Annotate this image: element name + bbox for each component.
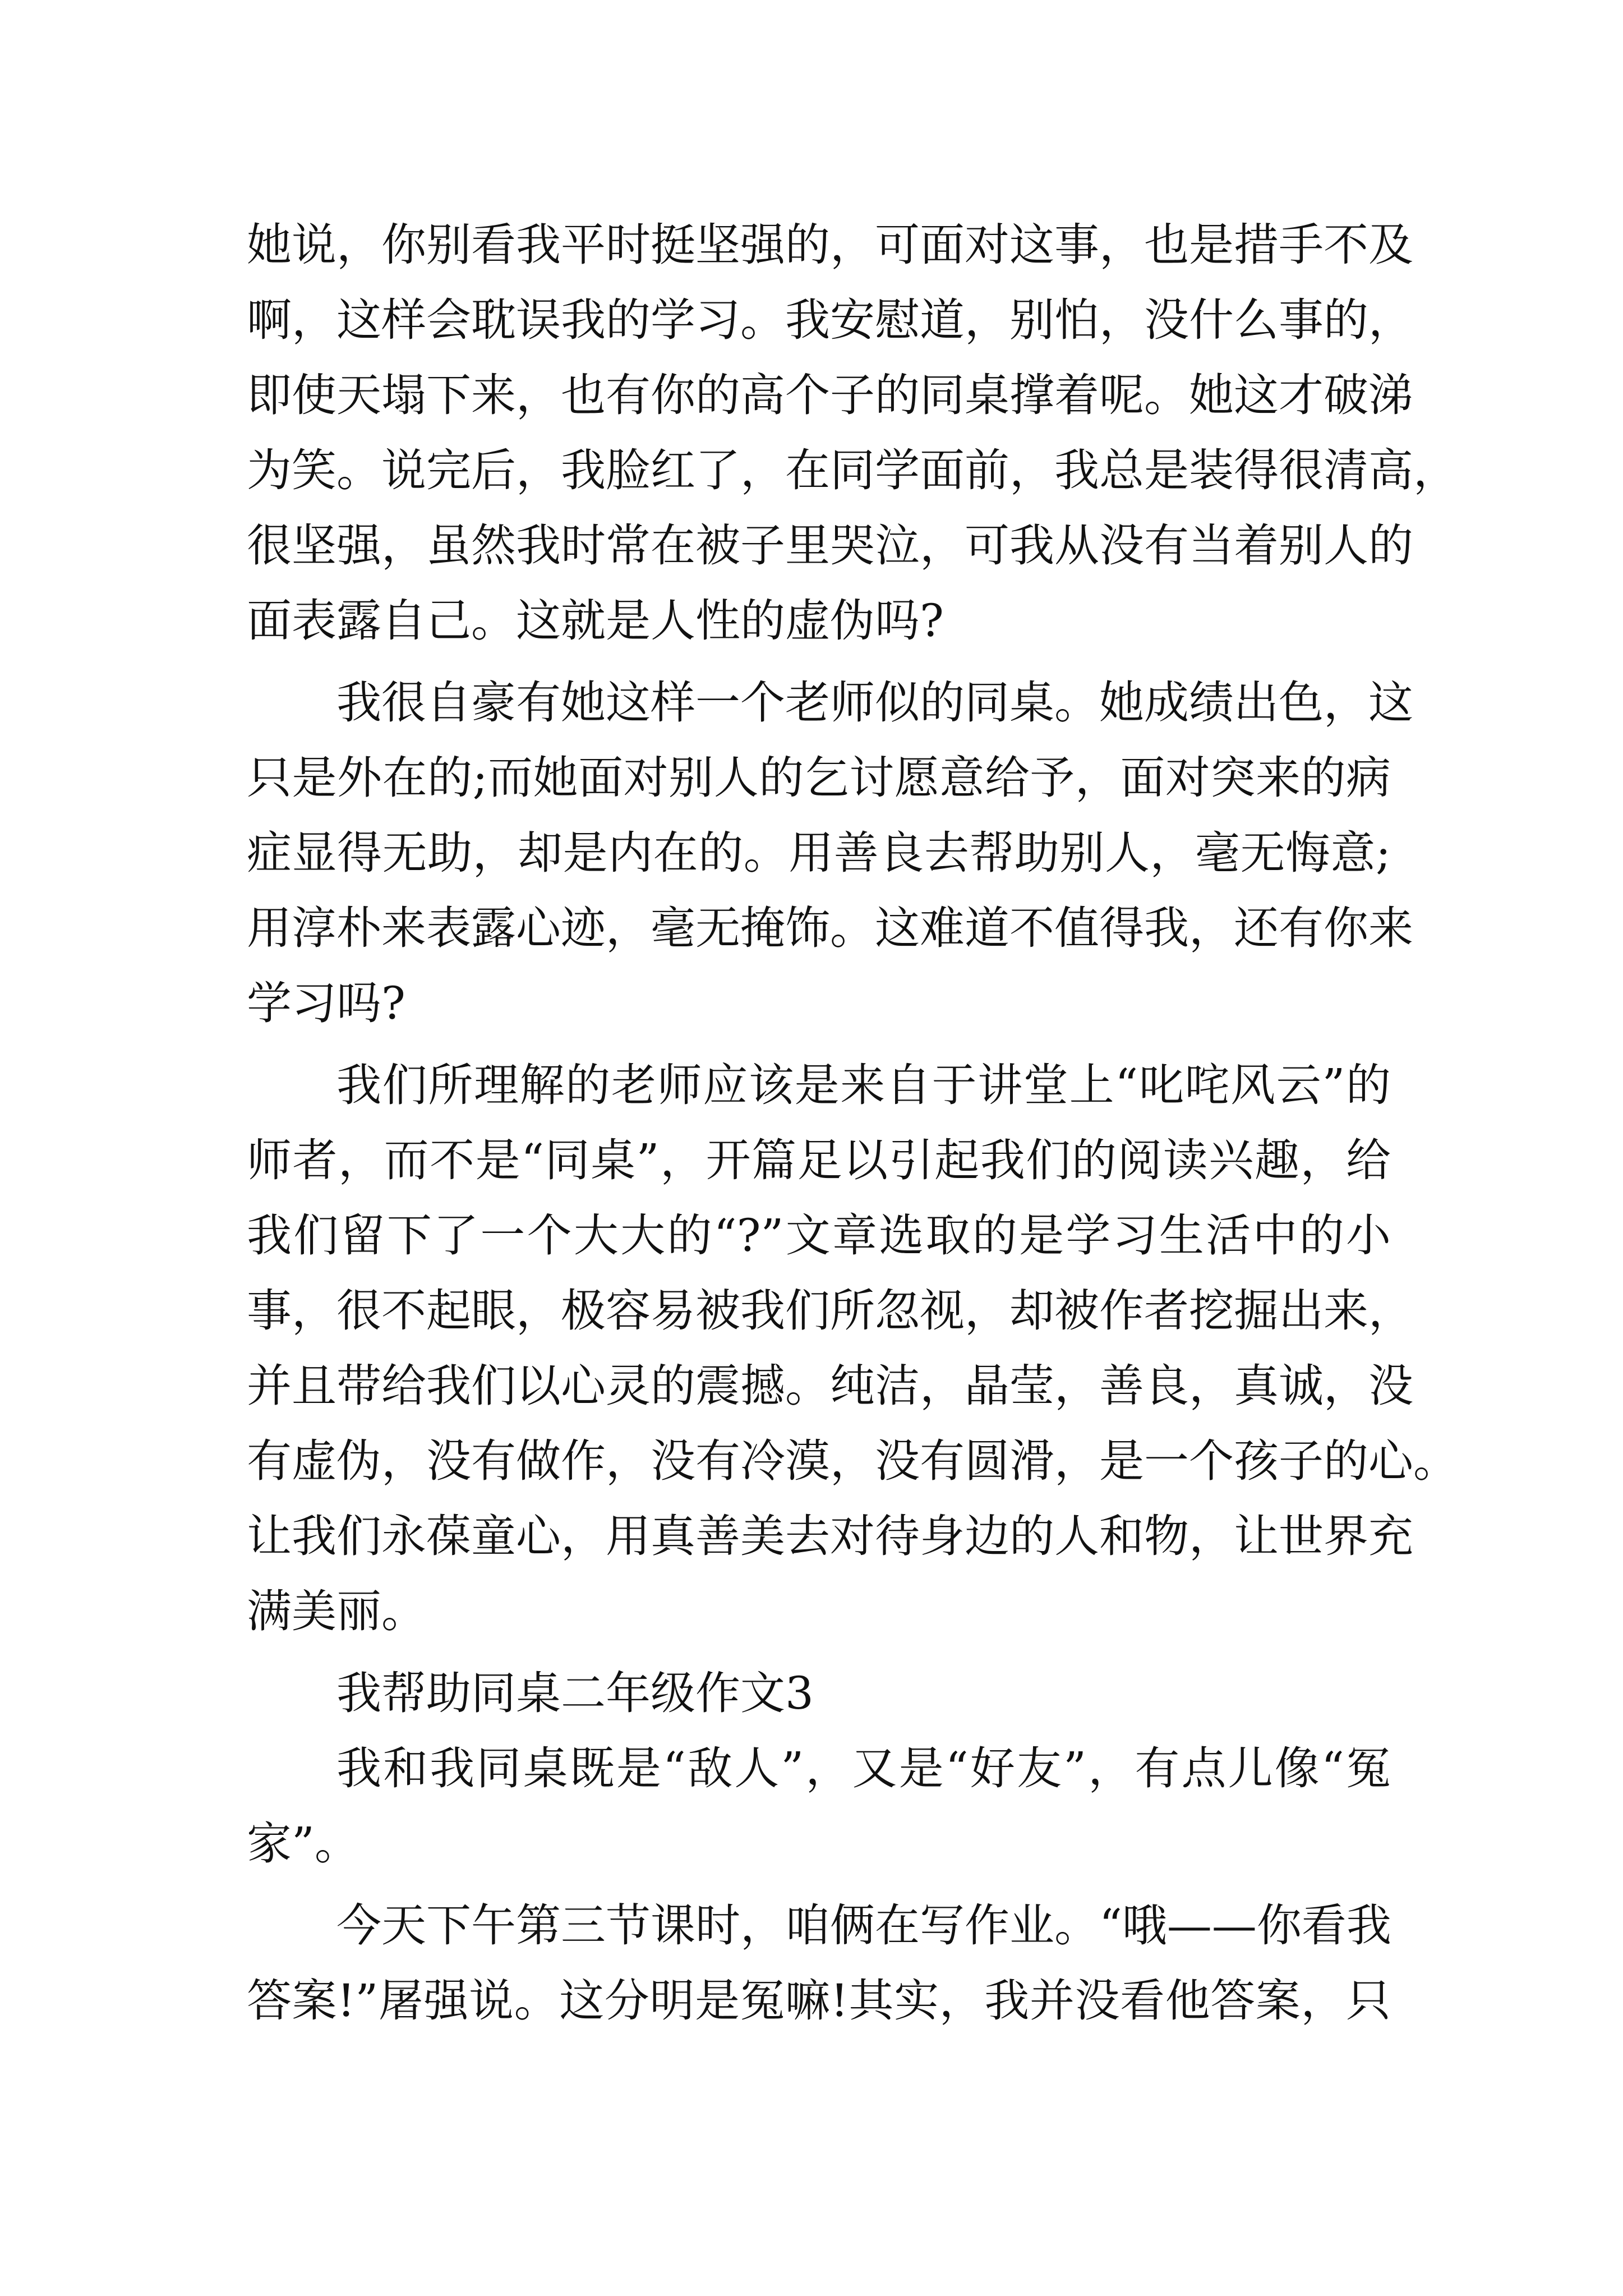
paragraph-line: 满美丽。 [247, 1585, 426, 1637]
paragraph-line: 用淳朴来表露心迹，毫无掩饰。这难道不值得我，还有你来 [247, 902, 1413, 954]
paragraph-line: 家”。 [247, 1818, 359, 1870]
paragraph-line: 事，很不起眼，极容易被我们所忽视，却被作者挖掘出来， [247, 1285, 1413, 1337]
paragraph-line: 很坚强，虽然我时常在被子里哭泣，可我从没有当着别人的 [247, 519, 1413, 572]
paragraph-line: 即使天塌下来，也有你的高个子的同桌撑着呢。她这才破涕 [247, 369, 1413, 421]
paragraph-line: 答案!”屠强说。这分明是冤嘛!其实，我并没看他答案，只 [247, 1975, 1391, 2027]
paragraph-line: 有虚伪，没有做作，没有冷漠，没有圆滑，是一个孩子的心。 [247, 1435, 1458, 1487]
section-heading: 我帮助同桌二年级作文3 [336, 1667, 814, 1719]
paragraph-line: 只是外在的;而她面对别人的乞讨愿意给予，面对突来的病 [247, 752, 1391, 804]
paragraph-line: 师者，而不是“同桌”，开篇足以引起我们的阅读兴趣，给 [247, 1134, 1391, 1186]
paragraph-line: 今天下午第三节课时，咱俩在写作业。“哦——你看我 [336, 1899, 1391, 1952]
paragraph-line: 我们留下了一个大大的“?”文章选取的是学习生活中的小 [247, 1209, 1391, 1262]
paragraph-line: 并且带给我们以心灵的震撼。纯洁，晶莹，善良，真诚，没 [247, 1360, 1413, 1412]
paragraph-line: 我们所理解的老师应该是来自于讲堂上“叱咤风云”的 [336, 1059, 1391, 1111]
paragraph-line: 啊，这样会耽误我的学习。我安慰道，别怕，没什么事的， [247, 294, 1413, 346]
paragraph-line: 她说，你别看我平时挺坚强的，可面对这事，也是措手不及 [247, 219, 1413, 271]
paragraph-line: 面表露自己。这就是人性的虚伪吗? [247, 595, 944, 647]
paragraph-line: 让我们永葆童心，用真善美去对待身边的人和物，让世界充 [247, 1510, 1413, 1562]
paragraph-line: 为笑。说完后，我脸红了，在同学面前，我总是装得很清高， [247, 444, 1458, 496]
paragraph-line: 学习吗? [247, 977, 405, 1029]
paragraph-line: 我很自豪有她这样一个老师似的同桌。她成绩出色，这 [336, 677, 1413, 729]
paragraph-line: 症显得无助，却是内在的。用善良去帮助别人，毫无悔意; [247, 827, 1391, 879]
paragraph-line: 我和我同桌既是“敌人”，又是“好友”，有点儿像“冤 [336, 1742, 1391, 1795]
